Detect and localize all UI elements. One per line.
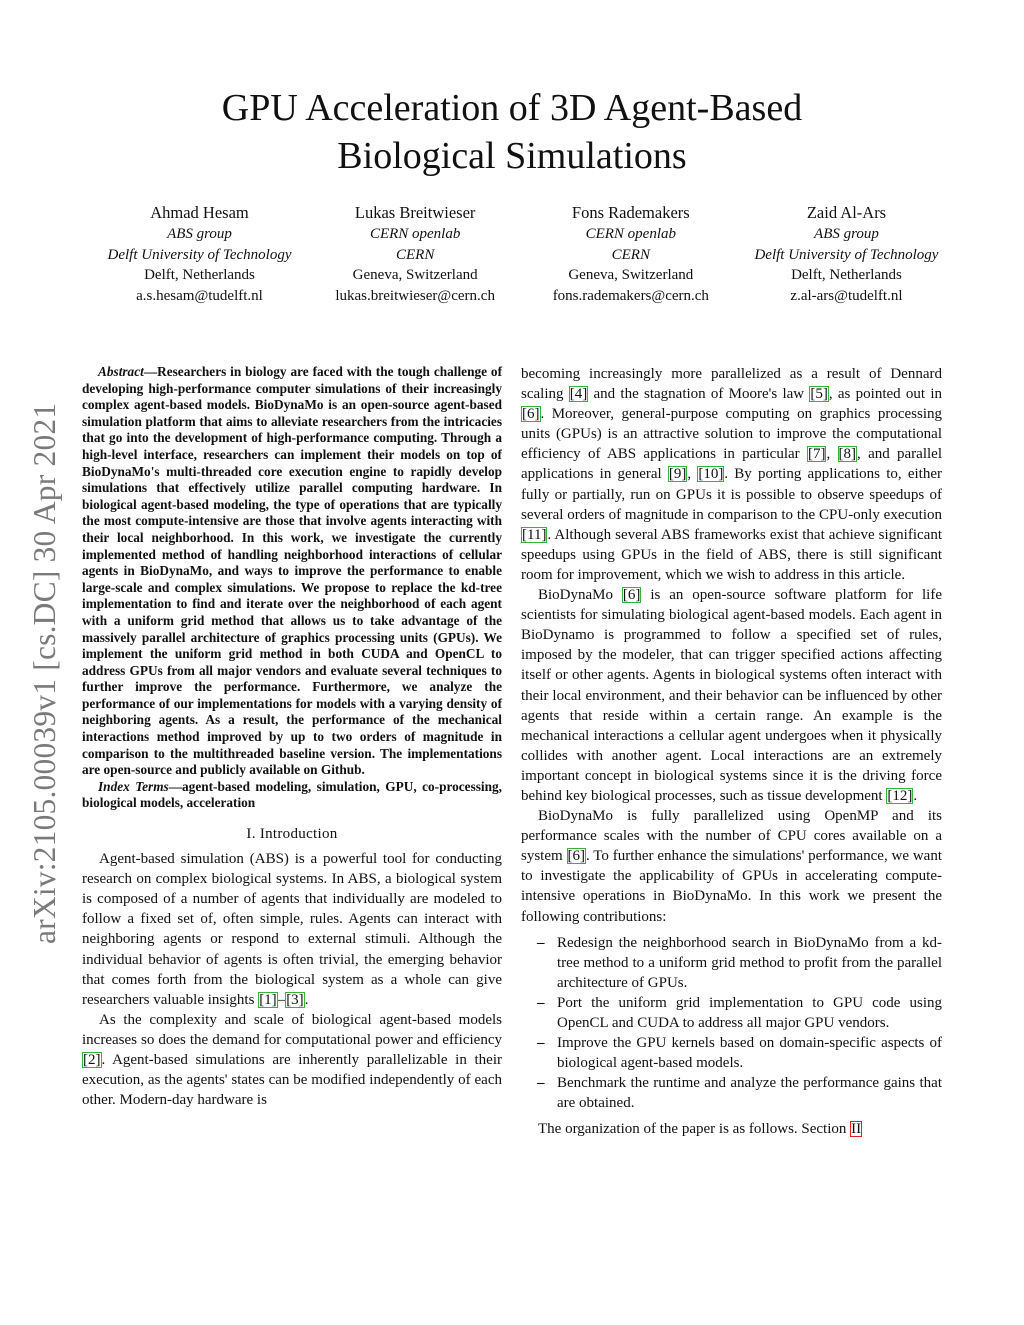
intro-body-left xyxy=(82,849,502,1110)
citation-link[interactable]: [2] xyxy=(83,1051,101,1068)
bullet-dash: – xyxy=(537,1035,545,1052)
author-group: ABS group xyxy=(814,226,879,242)
list-item: – Benchmark the runtime and analyze the performance gains that are obtained. xyxy=(537,1075,942,1112)
author-block xyxy=(92,202,954,307)
abstract xyxy=(82,364,502,812)
arxiv-identifier[interactable]: arXiv:2105.00039v1 [cs.DC] 30 Apr 2021 xyxy=(27,402,62,944)
author-institution: CERN xyxy=(395,246,435,263)
author-1 xyxy=(92,202,307,307)
citation-link[interactable]: [10] xyxy=(698,466,724,483)
section-heading-introduction: I. Introduction xyxy=(246,826,338,843)
citation-link[interactable]: [12] xyxy=(887,787,913,804)
citation-link[interactable]: [6] xyxy=(622,587,641,604)
index-terms-text: —agent-based modeling, simulation, GPU, co-processing, biological models, acceleration xyxy=(82,778,502,811)
intro-body-right xyxy=(521,364,942,927)
list-item: – Port the uniform grid implementation to GPU code using OpenCL and CUDA to address all major GPU vendors. xyxy=(537,994,942,1031)
intro-paragraph-3: BioDynaMo [6] is an open-source software platform for life scientists for simulating biological agent-based models. Each agent in BioDynamo is programmed to follow a specified set of rules, imposed by the modeler, that can trigger specified actions affecting itself or other agents. Agents in biological systems often interact with their local environment, and their behavior can be influenced by other agents that reside within a certain range. An example is the mechanical interactions a cellular agent undergoes when it physically collides with another agent. Local interactions are an extremely important concept in biological systems since it is the driving force behind key biological processes, such as tissue development [12]. xyxy=(521,587,942,804)
intro-paragraph-1: Agent-based simulation (ABS) is a powerful tool for conducting research on complex biological systems. In ABS, a biological system is composed of a number of agents that individually are modeled to follow a fixed set of, often simple, rules. Agents can interact with neighboring agents or respond to external stimuli. Although the individual behavior of agents is often trivial, the emerging behavior that comes forth from the biological system as a whole can give researchers valuable insights [1]–[3]. xyxy=(82,851,502,1008)
citation-link[interactable]: [1] xyxy=(259,991,277,1008)
intro-body-right-end xyxy=(521,1119,942,1139)
bullet-dash: – xyxy=(537,1075,545,1092)
bullet-dash: – xyxy=(537,994,545,1011)
intro-paragraph-2-continued: becoming increasingly more parallelized as a result of Dennard scaling [4] and the stagnation of Moore's law [5], as pointed out in [6]. Moreover, general-purpose computing on graphics processing units (GPUs) is an attractive solution to improve the computational efficiency of ABS applications in particular [7], [8], and parallel applications in general [9], [10]. By porting applications to, either fully or partially, run on GPUs it is possible to observe speedups of several orders of magnitude in comparison to the CPU-only execution [11]. Although several ABS frameworks exist that achieve significant speedups using GPUs in the field of ABS, there is still significant room for improvement, which we wish to address in this article. xyxy=(521,366,942,583)
citation-link[interactable]: [7] xyxy=(807,446,826,463)
author-4 xyxy=(739,202,954,307)
author-institution: Delft University of Technology xyxy=(107,246,292,263)
author-group: CERN openlab xyxy=(585,226,677,242)
title-line-1: GPU Acceleration of 3D Agent-Based xyxy=(221,87,803,129)
author-name: Lukas Breitwieser xyxy=(354,203,476,222)
index-terms-label: Index Terms xyxy=(98,778,169,794)
paper-title xyxy=(0,84,1024,180)
intro-paragraph-4: BioDynaMo is fully parallelized using OpenMP and its performance scales with the number of CPU cores available on a system [6]. To further enhance the simulations' performance, we want to investigate the applicability of GPUs in accelerating compute-intensive operations in BioDynaMo. In this work we present the following contributions: xyxy=(521,808,942,925)
contributions-list xyxy=(521,933,942,1114)
bullet-dash: – xyxy=(537,934,545,951)
author-email[interactable]: a.s.hesam@tudelft.nl xyxy=(136,288,263,305)
citation-link[interactable]: [5] xyxy=(810,386,828,403)
author-email[interactable]: lukas.breitwieser@cern.ch xyxy=(335,288,495,305)
abstract-text: —Researchers in biology are faced with the tough challenge of developing high-performance computer simulations of their increasingly complex agent-based models. BioDynaMo is an open-source agent-based simulation platform that aims to alleviate researchers from the intricacies that go into the development of high-performance computing. Through a high-level interface, researchers can implement their models on top of BioDynaMo's multi-threaded core execution engine to rapidly develop simulations that effectively utilize parallel computing hardware. In biological agent-based modeling, the type of operations that are typically the most compute-intensive are those that involve agents interacting with their local neighborhood. In this work, we investigate the currently implemented method of handling neighborhood interactions of cellular agents in BioDynaMo, and ways to improve the performance to enable large-scale and complex simulations. We propose to replace the kd-tree implementation to find and iterate over the neighborhood of each agent with a uniform grid method that allows us to take advantage of the massively parallel architecture of graphics processing units (GPUs). We implement the uniform grid method in both CUDA and OpenCL to address GPUs from all major vendors and evaluate several techniques to further improve the performance. Furthermore, we analyze the performance of our implementations for models with a varying density of neighboring agents. As a result, the performance of the mechanical interactions method improved by up to two orders of magnitude in comparison to the multithreaded baseline version. The implementations are open-source and publicly available on Github. xyxy=(82,364,502,778)
author-group: ABS group xyxy=(167,226,232,242)
citation-link[interactable]: [4] xyxy=(569,386,588,403)
author-name: Fons Rademakers xyxy=(571,203,690,222)
author-location: Geneva, Switzerland xyxy=(568,267,694,284)
author-group: CERN openlab xyxy=(369,226,461,242)
author-location: Geneva, Switzerland xyxy=(352,267,478,284)
author-3 xyxy=(523,202,738,307)
right-column xyxy=(521,364,942,1140)
author-institution: Delft University of Technology xyxy=(754,246,939,263)
list-item: – Improve the GPU kernels based on domain-specific aspects of biological agent-based models. xyxy=(537,1035,942,1072)
abstract-label: Abstract xyxy=(98,364,144,379)
intro-paragraph-5: The organization of the paper is as follows. Section II xyxy=(538,1121,862,1138)
author-institution: CERN xyxy=(611,246,650,263)
author-email[interactable]: z.al-ars@tudelft.nl xyxy=(790,288,903,305)
author-2 xyxy=(308,202,523,307)
author-location: Delft, Netherlands xyxy=(144,267,255,284)
citation-link[interactable]: [3] xyxy=(286,991,304,1008)
author-name: Zaid Al-Ars xyxy=(806,203,887,222)
left-column xyxy=(82,364,502,1110)
citation-link[interactable]: [8] xyxy=(838,446,857,463)
list-item: – Redesign the neighborhood search in BioDynaMo from a kd-tree method to a uniform grid method to profit from the parallel architecture of GPUs. xyxy=(537,934,942,991)
citation-link[interactable]: [6] xyxy=(567,848,585,865)
citation-link[interactable]: [6] xyxy=(522,406,540,423)
citation-link[interactable]: [9] xyxy=(668,466,687,483)
author-email[interactable]: fons.rademakers@cern.ch xyxy=(552,288,709,305)
section-link[interactable]: II xyxy=(851,1121,862,1138)
title-line-2: Biological Simulations xyxy=(337,135,687,177)
author-name: Ahmad Hesam xyxy=(150,203,249,222)
author-location: Delft, Netherlands xyxy=(791,267,902,284)
citation-link[interactable]: [11] xyxy=(522,526,547,543)
intro-paragraph-2: As the complexity and scale of biological agent-based models increases so does the demand for computational power and efficiency [2]. Agent-based simulations are inherently parallelizable in their execution, as the agents' states can be modified independently of each other. Modern-day hardware is xyxy=(82,1011,502,1109)
